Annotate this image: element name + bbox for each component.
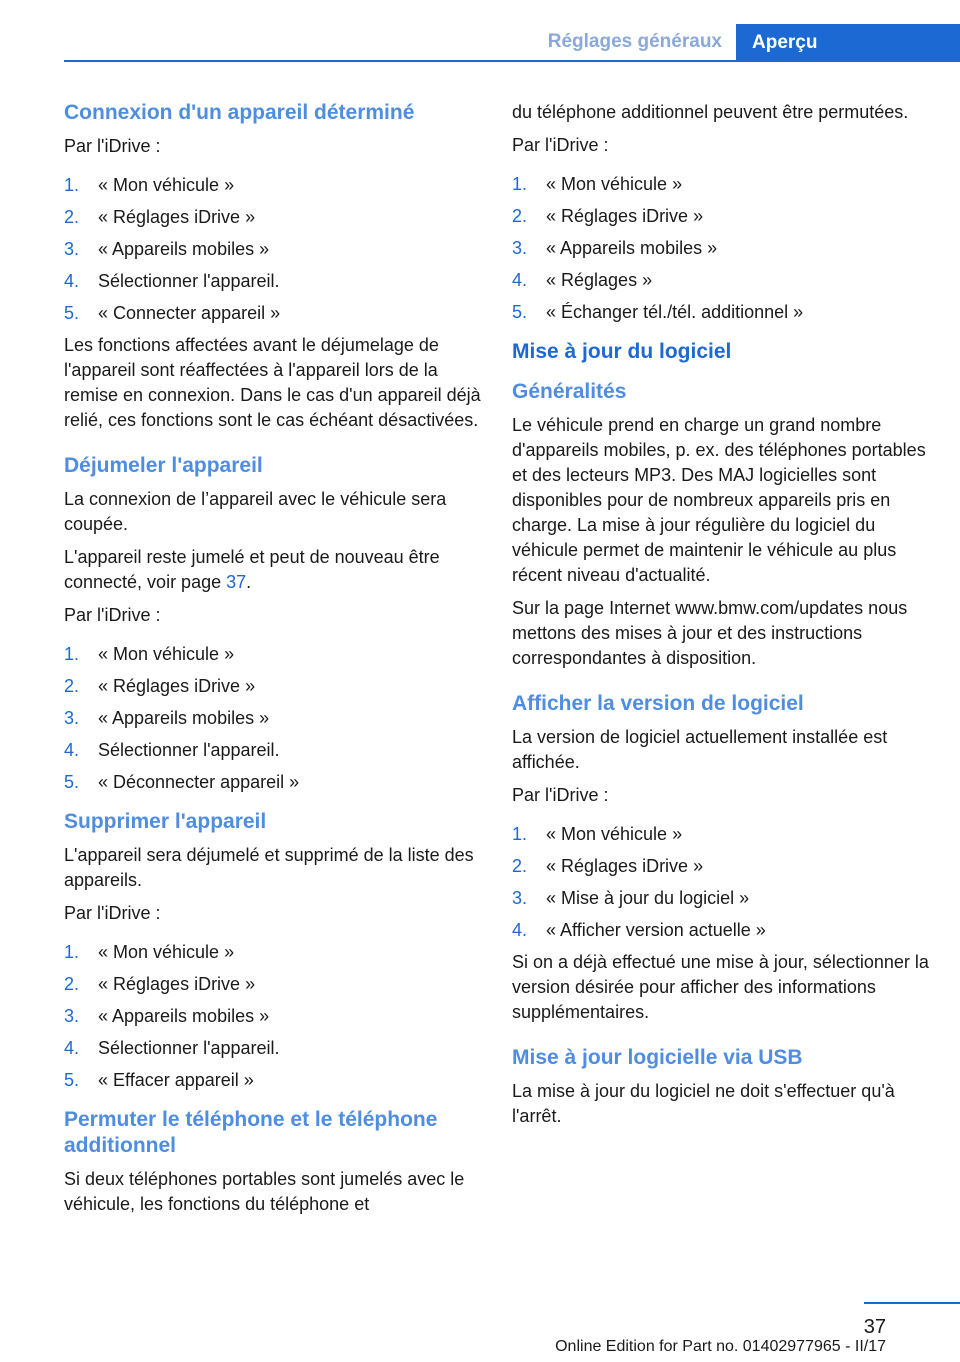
paragraph: L'appareil reste jumelé et peut de nouveau être connecté, voir page 37.	[64, 547, 440, 592]
intro-text: Par l'iDrive :	[64, 605, 161, 625]
footer-rule	[864, 1302, 960, 1304]
heading-swap-phones: Permuter le téléphone et le téléphone additionnel	[64, 1108, 438, 1157]
list-item: 2. « Réglages iDrive »	[512, 206, 704, 226]
list-item: 3. « Appareils mobiles »	[64, 1006, 270, 1026]
list-item: 3. « Mise à jour du logiciel »	[512, 888, 750, 908]
paragraph: Les fonctions affectées avant le déjumelage de l'appareil sont réaffectées à l'appareil lors de la remise en connexion. Dans le cas d'un appareil déjà relié, ces fonctions sont le cas échéant désactivées.	[64, 335, 481, 430]
list-item: 3. « Appareils mobiles »	[64, 708, 270, 728]
paragraph: L'appareil sera déjumelé et supprimé de la liste des appareils.	[64, 845, 474, 890]
list-item: 4. « Afficher version actuelle »	[512, 920, 766, 940]
heading-general: Généralités	[512, 380, 627, 403]
paragraph: La version de logiciel actuellement installée est affichée.	[512, 727, 888, 772]
list-item: 1. « Mon véhicule »	[64, 942, 235, 962]
paragraph: Le véhicule prend en charge un grand nombre d'appareils mobiles, p. ex. des téléphones portables et des lecteurs MP3. Des MAJ logicielles sont disponibles pour de nombreux appareils pris en charge. La mise à jour régulière du logiciel du véhicule permet de maintenir le véhicule au plus récent niveau d'actualité.	[512, 415, 926, 585]
list-item: 1. « Mon véhicule »	[64, 644, 235, 664]
list-item: 4. Sélectionner l'appareil.	[64, 1038, 280, 1058]
list-item: 1. « Mon véhicule »	[512, 824, 683, 844]
list-item: 2. « Réglages iDrive »	[512, 856, 704, 876]
list-item: 4. Sélectionner l'appareil.	[64, 740, 280, 760]
steps-version	[512, 822, 930, 943]
heading-connect-device: Connexion d'un appareil déterminé	[64, 101, 415, 124]
steps-unpair	[64, 642, 482, 795]
list-item: 1. « Mon véhicule »	[64, 175, 235, 195]
list-item: 3. « Appareils mobiles »	[64, 239, 270, 259]
list-item: 5. « Déconnecter appareil »	[64, 772, 300, 792]
page-header	[64, 24, 960, 62]
intro-text: Par l'iDrive :	[64, 903, 161, 923]
list-item: 2. « Réglages iDrive »	[64, 207, 256, 227]
steps-swap	[512, 172, 930, 325]
list-item: 2. « Réglages iDrive »	[64, 974, 256, 994]
left-column	[64, 100, 482, 1217]
section-title: Réglages généraux	[547, 31, 722, 52]
intro-text: Par l'iDrive :	[512, 785, 609, 805]
steps-connect	[64, 173, 482, 326]
paragraph: La connexion de l’appareil avec le véhicule sera coupée.	[64, 489, 447, 534]
intro-text: Par l'iDrive :	[64, 136, 161, 156]
heading-software-update: Mise à jour du logiciel	[512, 340, 732, 363]
heading-unpair-device: Déjumeler l'appareil	[64, 454, 263, 477]
list-item: 4. « Réglages »	[512, 270, 653, 290]
paragraph: du téléphone additionnel peuvent être permutées.	[512, 102, 909, 122]
intro-text: Par l'iDrive :	[512, 135, 609, 155]
paragraph: Si deux téléphones portables sont jumelés avec le véhicule, les fonctions du téléphone et	[64, 1169, 465, 1214]
list-item: 5. « Effacer appareil »	[64, 1070, 254, 1090]
list-item: 1. « Mon véhicule »	[512, 174, 683, 194]
page-link[interactable]: 37	[226, 572, 247, 592]
list-item: 2. « Réglages iDrive »	[64, 676, 256, 696]
heading-usb-update: Mise à jour logicielle via USB	[512, 1046, 803, 1069]
paragraph: Si on a déjà effectué une mise à jour, sélectionner la version désirée pour afficher des informations supplémentaires.	[512, 952, 929, 1022]
edition-footer: Online Edition for Part no. 01402977965 - II/17	[555, 1338, 886, 1355]
header-rule	[64, 60, 960, 62]
page-number: 37	[863, 1316, 886, 1338]
heading-delete-device: Supprimer l'appareil	[64, 810, 267, 833]
list-item: 3. « Appareils mobiles »	[512, 238, 718, 258]
paragraph: Sur la page Internet www.bmw.com/updates nous mettons des mises à jour et des instructions correspondantes à disposition.	[512, 598, 908, 668]
active-tab: Aperçu	[736, 24, 960, 62]
heading-show-version: Afficher la version de logiciel	[512, 692, 804, 715]
paragraph: La mise à jour du logiciel ne doit s'effectuer qu'à l'arrêt.	[512, 1081, 895, 1126]
right-column	[512, 100, 930, 1129]
steps-delete	[64, 940, 482, 1093]
list-item: 5. « Connecter appareil »	[64, 303, 281, 323]
list-item: 4. Sélectionner l'appareil.	[64, 271, 280, 291]
list-item: 5. « Échanger tél./tél. additionnel »	[512, 302, 804, 322]
